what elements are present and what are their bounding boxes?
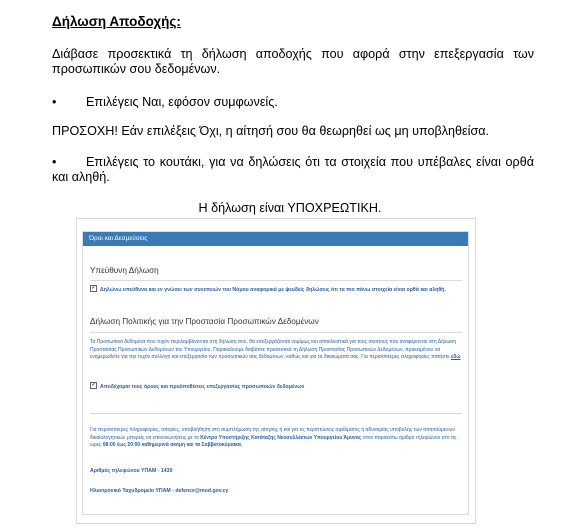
privacy-policy-text	[90, 339, 462, 362]
divider	[90, 413, 462, 414]
intro-paragraph: Διάβασε προσεκτικά τη δήλωση αποδοχής που αφορά στην επεξεργασία των προσωπικών σου δεδομένων.	[52, 47, 534, 76]
bullet-checkbox-text: Επιλέγεις το κουτάκι, για να δηλώσεις ότι τα στοιχεία που υπέβαλες είναι ορθά και αληθή.	[52, 155, 534, 184]
support-info-part2: στον παρακάτω αριθμό τηλεφώνου στο τις ώρες	[90, 434, 457, 448]
bullet-yes	[52, 95, 534, 110]
accept-terms-checkbox[interactable]	[90, 383, 460, 391]
support-info-text	[90, 427, 462, 450]
support-phone: Αριθμός τηλεφώνου ΥΠΑΜ - 1430	[90, 468, 173, 474]
mandatory-note: Η δήλωση είναι ΥΠΟΧΡΕΩΤΙΚΗ.	[198, 201, 382, 215]
privacy-policy-link[interactable]: εδώ	[450, 354, 461, 360]
embedded-screenshot	[76, 218, 476, 524]
acceptance-heading: Δήλωση Αποδοχής:	[52, 14, 181, 29]
support-center-name: Κέντρο Υποστήριξης Κατάταξης Νεοσυλλέκτων Υπουργείου Άμυνας	[200, 434, 362, 441]
terms-card-header: Όροι και Δεσμεύσεις	[83, 232, 468, 246]
privacy-policy-body: Τα Προσωπικά δεδομένα που τυχόν περιλαμβάνονται στη δήλωση σου, θα επεξεργάζονται νομίμως και αποκλειστικά για τους σκοπούς που αναφέρονται στη Δήλωση Προστασίας Προσωπικών Δεδομένων του Υπουργείου. Παρακαλούμε διαβάστε προσεκτικά τη Δήλωση Προστασίας Προσωπικών Δεδομένων, προκειμένου να ενημερωθείτε για την τυχόν συλλογή και επεξεργασία των προσωπικών σας δεδομένων, καθώς και για τα δικαιώματά σας. Για περισσότερες πληροφορίες πατήστε	[90, 339, 457, 360]
warning-paragraph: ΠΡΟΣΟΧΗ! Εάν επιλέξεις Όχι, η αίτησή σου θα θεωρηθεί ως μη υποβληθείσα.	[52, 124, 490, 138]
checkbox-icon[interactable]: ✓	[91, 382, 96, 389]
responsible-declaration-label: Δηλώνω υπεύθυνα και εν γνώσει των συνεπειών του Νόμου αναφορικά με ψευδείς δηλώσεις ότι τα πιο πάνω στοιχεία είναι ορθά και αληθή.	[100, 287, 446, 293]
checkbox-icon[interactable]: ✓	[91, 285, 96, 292]
bullet-yes-text: Επιλέγεις Ναι, εφόσον συμφωνείς.	[86, 95, 278, 109]
bullet-symbol: •	[52, 155, 57, 169]
support-email[interactable]: Ηλεκτρονικό Ταχυδρομείο ΥΠΑΜ - defence@mod.gov.cy	[90, 488, 229, 494]
divider	[90, 280, 462, 281]
divider	[90, 332, 462, 333]
responsible-declaration-title: Υπεύθυνη Δήλωση	[90, 266, 159, 275]
support-info-part1: Για περισσότερες πληροφορίες, απορίες, υποβοήθηση στη συμπλήρωση της αίτησης ή και για τις περιπτώσεις σφάλματος ή αδυναμίας υποβολής των απαιτούμενων δικαιολογητικών μπορείς να επικοινωνήσεις με το	[90, 427, 455, 441]
accept-terms-label: Αποδέχομαι τους όρους και προϋποθέσεις επεξεργασίας προσωπικών δεδομένων	[100, 384, 305, 390]
support-hours: 08:00 έως 20:00 καθημερινά ακόμη και τα Σαββατοκύριακα.	[102, 442, 243, 448]
bullet-symbol: •	[52, 95, 57, 109]
responsible-declaration-checkbox[interactable]	[90, 286, 460, 294]
bullet-checkbox	[52, 155, 534, 185]
privacy-policy-title: Δήλωση Πολιτικής για την Προστασία Προσωπικών Δεδομένων	[90, 317, 319, 326]
terms-card	[82, 231, 469, 515]
